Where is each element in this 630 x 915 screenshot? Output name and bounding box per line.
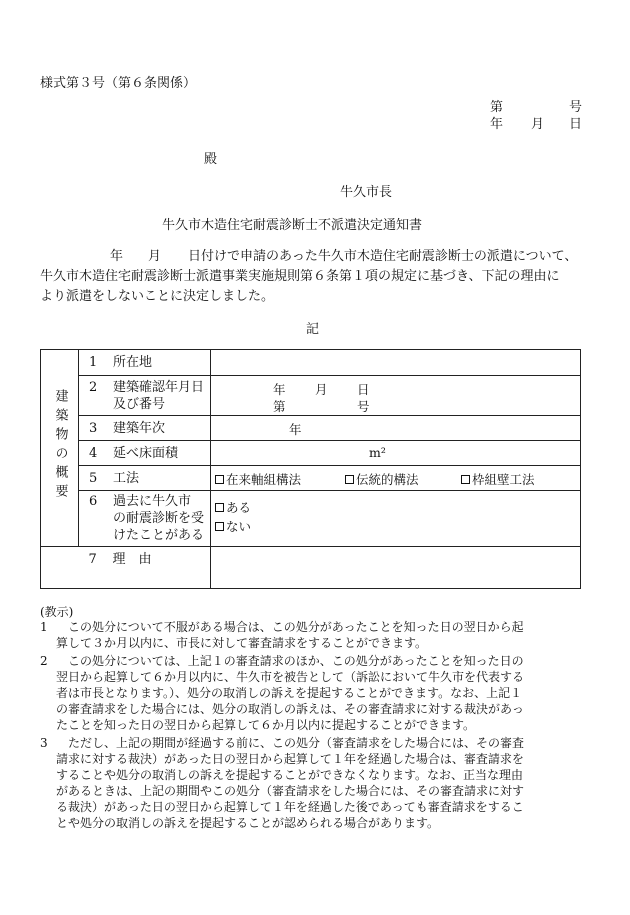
intro-line-2: より派遣をしないことに決定しました。 bbox=[40, 289, 275, 304]
notes-heading: (教示) bbox=[40, 605, 74, 619]
checkbox-icon[interactable] bbox=[215, 475, 224, 484]
option-method-2[interactable] bbox=[345, 470, 419, 488]
table-row bbox=[41, 441, 581, 466]
note-line: することや処分の取消しの訴えを提起することができなくなります。なお、正当な理由 bbox=[56, 768, 524, 782]
row-label-past-diagnosis bbox=[79, 491, 211, 547]
note-line: 算して３か月以内に、市長に対して審査請求をすることができます。 bbox=[56, 636, 428, 650]
label-permit-line-2: 及び番号 bbox=[113, 396, 166, 412]
group-label-cell bbox=[41, 350, 79, 547]
document-title: 牛久市木造住宅耐震診断士不派遣決定通知書 bbox=[162, 218, 423, 233]
table-row bbox=[41, 416, 581, 441]
intro-day-text: 日付けで申請のあった牛久市木造住宅耐震診断士の派遣について、 bbox=[188, 249, 578, 264]
note-number: 1 bbox=[40, 620, 48, 634]
label-method: 工法 bbox=[113, 470, 140, 486]
row-label-reason bbox=[79, 547, 211, 589]
year-built-unit: 年 bbox=[289, 422, 302, 437]
number-prefix: 第 bbox=[490, 100, 504, 115]
label-year-built: 建築年次 bbox=[113, 420, 166, 436]
note-line: 請求に対する裁決）があった日の翌日から起算して１年を経過した場合は、審査請求を bbox=[56, 752, 524, 766]
building-overview-table bbox=[40, 349, 581, 589]
note-number: 3 bbox=[40, 736, 48, 750]
value-location[interactable] bbox=[211, 350, 581, 376]
option-label: 枠組壁工法 bbox=[472, 472, 535, 487]
issuer: 牛久市長 bbox=[340, 185, 393, 200]
value-method bbox=[211, 466, 581, 491]
note-item-2 bbox=[40, 653, 585, 735]
checkbox-icon[interactable] bbox=[215, 522, 224, 531]
table-row bbox=[41, 547, 581, 589]
note-line: ただし、上記の期間が経過する前に、この処分（審査請求をした場合には、その審査 bbox=[56, 736, 525, 750]
note-number: 2 bbox=[40, 654, 48, 668]
checkbox-icon[interactable] bbox=[461, 475, 470, 484]
note-line: の審査請求をした場合には、処分の取消しの訴えは、その審査請求に対する裁決があっ bbox=[56, 702, 524, 716]
permit-month: 月 bbox=[315, 382, 328, 397]
note-line: 者は市長となります。）、処分の取消しの訴えを提起することができます。なお、上記１ bbox=[56, 686, 523, 700]
row-number: 6 bbox=[89, 494, 98, 509]
note-line: たことを知った日の翌日から起算して６か月以内に提起することができます。 bbox=[56, 718, 476, 732]
intro-line-1: 牛久市木造住宅耐震診断士派遣事業実施規則第６条第１項の規定に基づき、下記の理由に bbox=[40, 269, 560, 284]
permit-number-suffix: 号 bbox=[357, 399, 370, 414]
addressee-suffix: 殿 bbox=[204, 152, 218, 167]
note-item-3 bbox=[40, 735, 585, 835]
value-past-diagnosis bbox=[211, 491, 581, 547]
label-permit-line-1: 建築確認年月日 bbox=[113, 379, 205, 395]
form-number: 様式第３号（第６条関係） bbox=[40, 76, 197, 91]
note-item-1 bbox=[40, 619, 585, 653]
row-label-location bbox=[79, 350, 211, 376]
permit-year: 年 bbox=[273, 382, 286, 397]
label-past-line-1: 過去に牛久市 bbox=[113, 494, 192, 509]
option-label: 在来軸組構法 bbox=[226, 472, 302, 487]
note-line: があるときは、上記の期間やこの処分（審査請求をした場合には、その審査請求に対す bbox=[56, 784, 525, 798]
label-floor-area: 延べ床面積 bbox=[113, 445, 179, 461]
value-floor-area[interactable] bbox=[211, 441, 581, 466]
checkbox-icon[interactable] bbox=[215, 503, 224, 512]
row-number: 5 bbox=[89, 470, 98, 486]
intro-month: 月 bbox=[148, 249, 162, 264]
group-label: 建築物の概要 bbox=[52, 389, 68, 503]
floor-area-unit: m² bbox=[369, 445, 386, 460]
reason-blank-cell bbox=[41, 547, 79, 589]
note-line: 翌日から起算して６か月以内に、牛久市を被告として（訴訟において牛久市を代表する bbox=[56, 670, 525, 684]
option-label: 伝統的構法 bbox=[356, 472, 419, 487]
checkbox-icon[interactable] bbox=[345, 475, 354, 484]
note-line: この処分について不服がある場合は、この処分があったことを知った日の翌日から起 bbox=[56, 620, 524, 634]
note-line: この処分については、上記１の審査請求のほか、この処分があったことを知った日の bbox=[56, 654, 524, 668]
option-yes[interactable] bbox=[215, 498, 251, 516]
option-method-3[interactable] bbox=[461, 470, 535, 488]
row-label-method bbox=[79, 466, 211, 491]
row-label-floor-area bbox=[79, 441, 211, 466]
row-label-permit bbox=[79, 376, 211, 416]
ki-label: 記 bbox=[306, 322, 320, 337]
row-number: 1 bbox=[89, 355, 98, 370]
option-label: ある bbox=[226, 500, 252, 515]
table-row bbox=[41, 350, 581, 376]
intro-year: 年 bbox=[110, 249, 124, 264]
option-method-1[interactable] bbox=[215, 470, 301, 488]
note-line: る裁決）があった日の翌日から起算して１年を経過した後であっても審査請求をするこ bbox=[56, 800, 524, 814]
note-line: とや処分の取消しの訴えを提起することが認められる場合があります。 bbox=[56, 816, 440, 830]
table-row bbox=[41, 491, 581, 547]
date-month: 月 bbox=[531, 117, 545, 132]
table-row bbox=[41, 376, 581, 416]
value-year-built[interactable] bbox=[211, 416, 581, 441]
row-number: 2 bbox=[89, 379, 98, 395]
option-label: ない bbox=[226, 519, 252, 534]
option-no[interactable] bbox=[215, 517, 251, 535]
label-location: 所在地 bbox=[113, 355, 153, 370]
value-reason[interactable] bbox=[211, 547, 581, 589]
table-row bbox=[41, 466, 581, 491]
row-label-year-built bbox=[79, 416, 211, 441]
permit-day: 日 bbox=[357, 382, 370, 397]
date-year: 年 bbox=[490, 117, 504, 132]
label-reason: 理 由 bbox=[112, 552, 152, 567]
number-suffix: 号 bbox=[569, 100, 583, 115]
date-day: 日 bbox=[569, 117, 583, 132]
row-number: 4 bbox=[89, 445, 98, 461]
label-past-line-2: の耐震診断を受 bbox=[113, 511, 205, 526]
permit-number-prefix: 第 bbox=[273, 399, 286, 414]
value-permit[interactable] bbox=[211, 376, 581, 416]
row-number: 7 bbox=[88, 552, 97, 567]
row-number: 3 bbox=[89, 420, 98, 436]
label-past-line-3: けたことがある bbox=[113, 528, 205, 543]
